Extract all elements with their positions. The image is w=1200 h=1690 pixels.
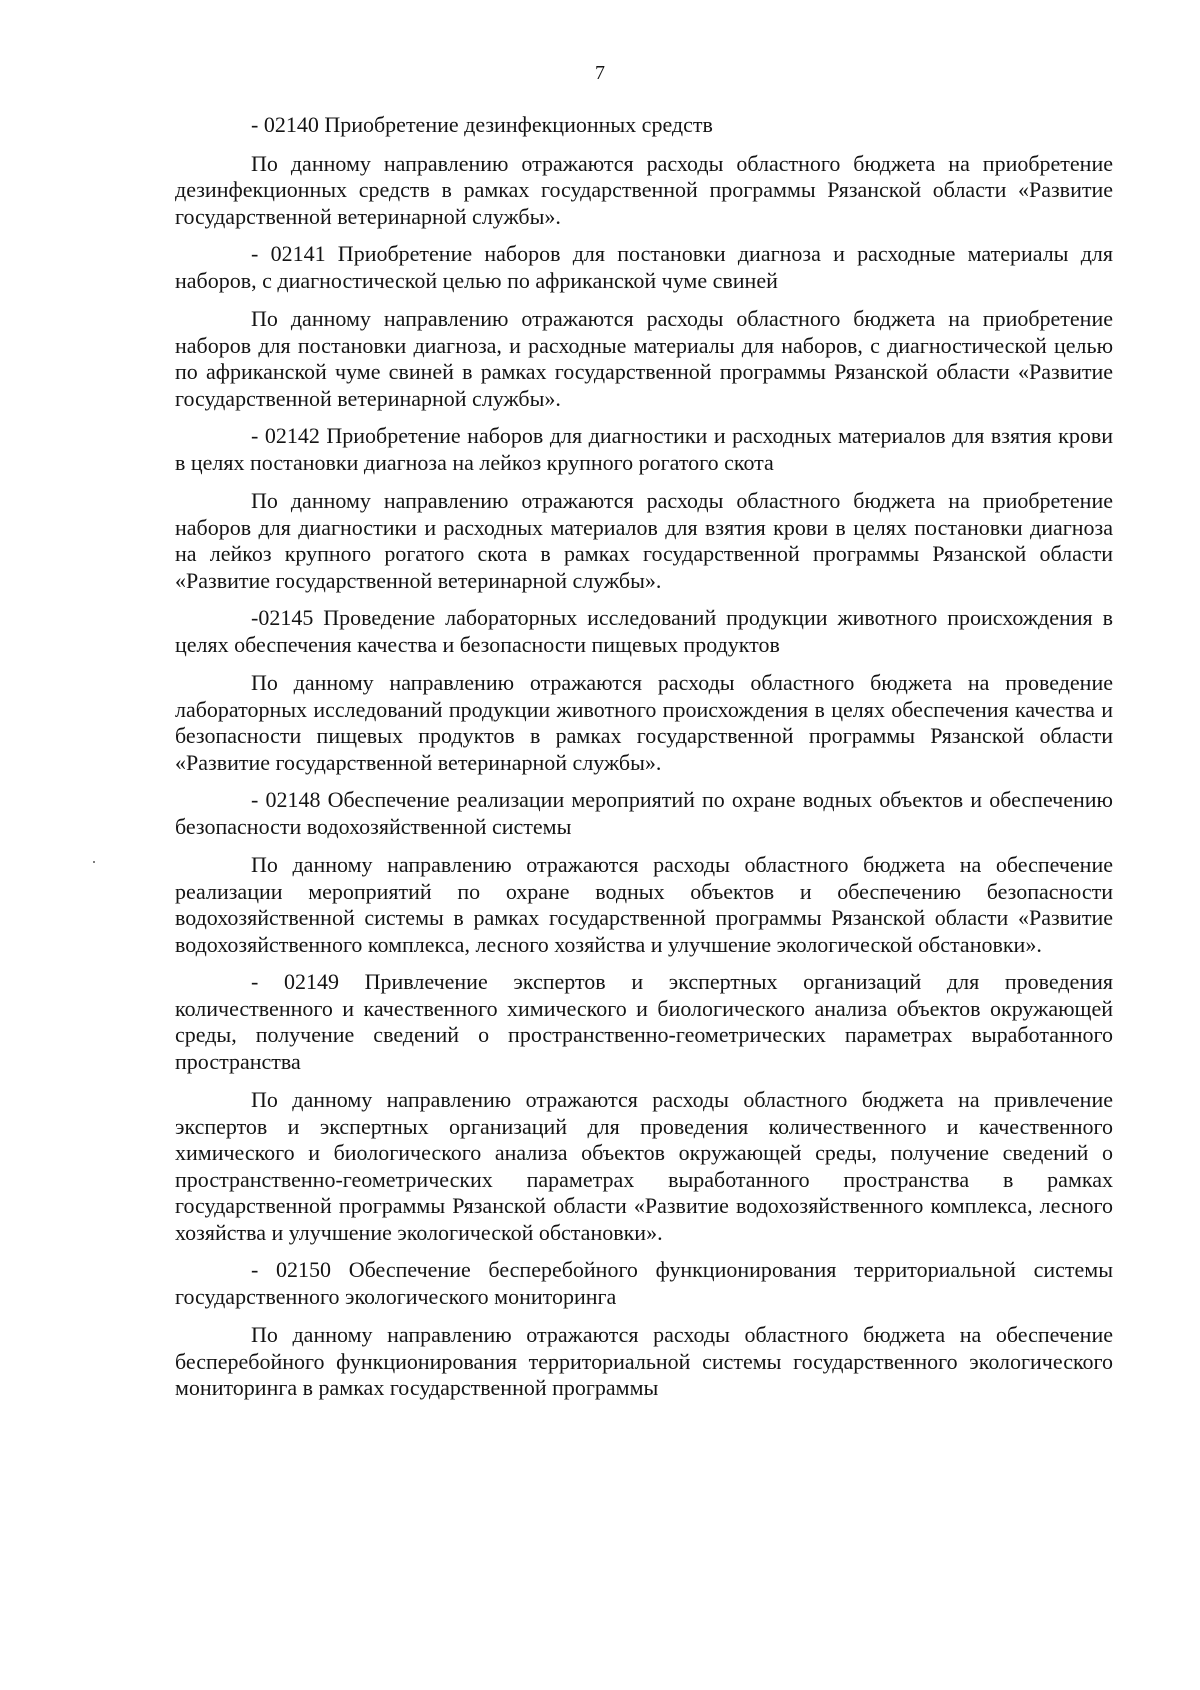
paragraph-code-02150: - 02150 Обеспечение бесперебойного функционирования территориальной системы государственного экологического мониторинга [175, 1257, 1113, 1309]
document-body [175, 112, 1113, 1402]
paragraph-code-02149: - 02149 Привлечение экспертов и экспертных организаций для проведения количественного и качественного химического и биологического анализа объектов окружающей среды, получение сведений о пространственно-геометрических параметрах выработанного пространства [175, 969, 1113, 1074]
paragraph-description-02145: По данному направлению отражаются расходы областного бюджета на проведение лабораторных исследований продукции животного происхождения в целях обеспечения качества и безопасности пищевых продуктов в рамках государственной программы Рязанской области «Развитие государственной ветеринарной службы». [175, 670, 1113, 775]
paragraph-description-02140: По данному направлению отражаются расходы областного бюджета на приобретение дезинфекционных средств в рамках государственной программы Рязанской области «Развитие государственной ветеринарной службы». [175, 150, 1113, 229]
paragraph-description-02141: По данному направлению отражаются расходы областного бюджета на приобретение наборов для постановки диагноза, и расходные материалы для наборов, с диагностической целью по африканской чуме свиней в рамках государственной программы Рязанской области «Развитие государственной ветеринарной службы». [175, 306, 1113, 411]
paragraph-code-02145: -02145 Проведение лабораторных исследований продукции животного происхождения в целях обеспечения качества и безопасности пищевых продуктов [175, 605, 1113, 657]
paragraph-code-02140: - 02140 Приобретение дезинфекционных средств [251, 112, 713, 137]
paragraph-description-02149: По данному направлению отражаются расходы областного бюджета на привлечение экспертов и экспертных организаций для проведения количественного и качественного химического и биологического анализа объектов окружающей среды, получение сведений о пространственно-геометрических параметрах выработанного пространства в рамках государственной программы Рязанской области «Развитие водохозяйственного комплекса, лесного хозяйства и улучшение экологической обстановки». [175, 1087, 1113, 1245]
paragraph-description-02148: По данному направлению отражаются расходы областного бюджета на обеспечение реализации мероприятий по охране водных объектов и обеспечению безопасности водохозяйственной системы в рамках государственной программы Рязанской области «Развитие водохозяйственного комплекса, лесного хозяйства и улучшение экологической обстановки». [175, 852, 1113, 957]
paragraph-code-02142: - 02142 Приобретение наборов для диагностики и расходных материалов для взятия крови в целях постановки диагноза на лейкоз крупного рогатого скота [175, 423, 1113, 475]
paragraph-code-02148: - 02148 Обеспечение реализации мероприятий по охране водных объектов и обеспечению безопасности водохозяйственной системы [175, 787, 1113, 839]
paragraph-description-02142: По данному направлению отражаются расходы областного бюджета на приобретение наборов для диагностики и расходных материалов для взятия крови в целях постановки диагноза на лейкоз крупного рогатого скота в рамках государственной программы Рязанской области «Развитие государственной ветеринарной службы». [175, 488, 1113, 593]
page-number: 7 [595, 62, 605, 84]
paragraph-code-02141: - 02141 Приобретение наборов для постановки диагноза и расходные материалы для наборов, с диагностической целью по африканской чуме свиней [175, 241, 1113, 293]
scan-speck [93, 861, 95, 863]
paragraph-description-02150: По данному направлению отражаются расходы областного бюджета на обеспечение бесперебойного функционирования территориальной системы государственного экологического мониторинга в рамках государственной программы [175, 1322, 1113, 1400]
